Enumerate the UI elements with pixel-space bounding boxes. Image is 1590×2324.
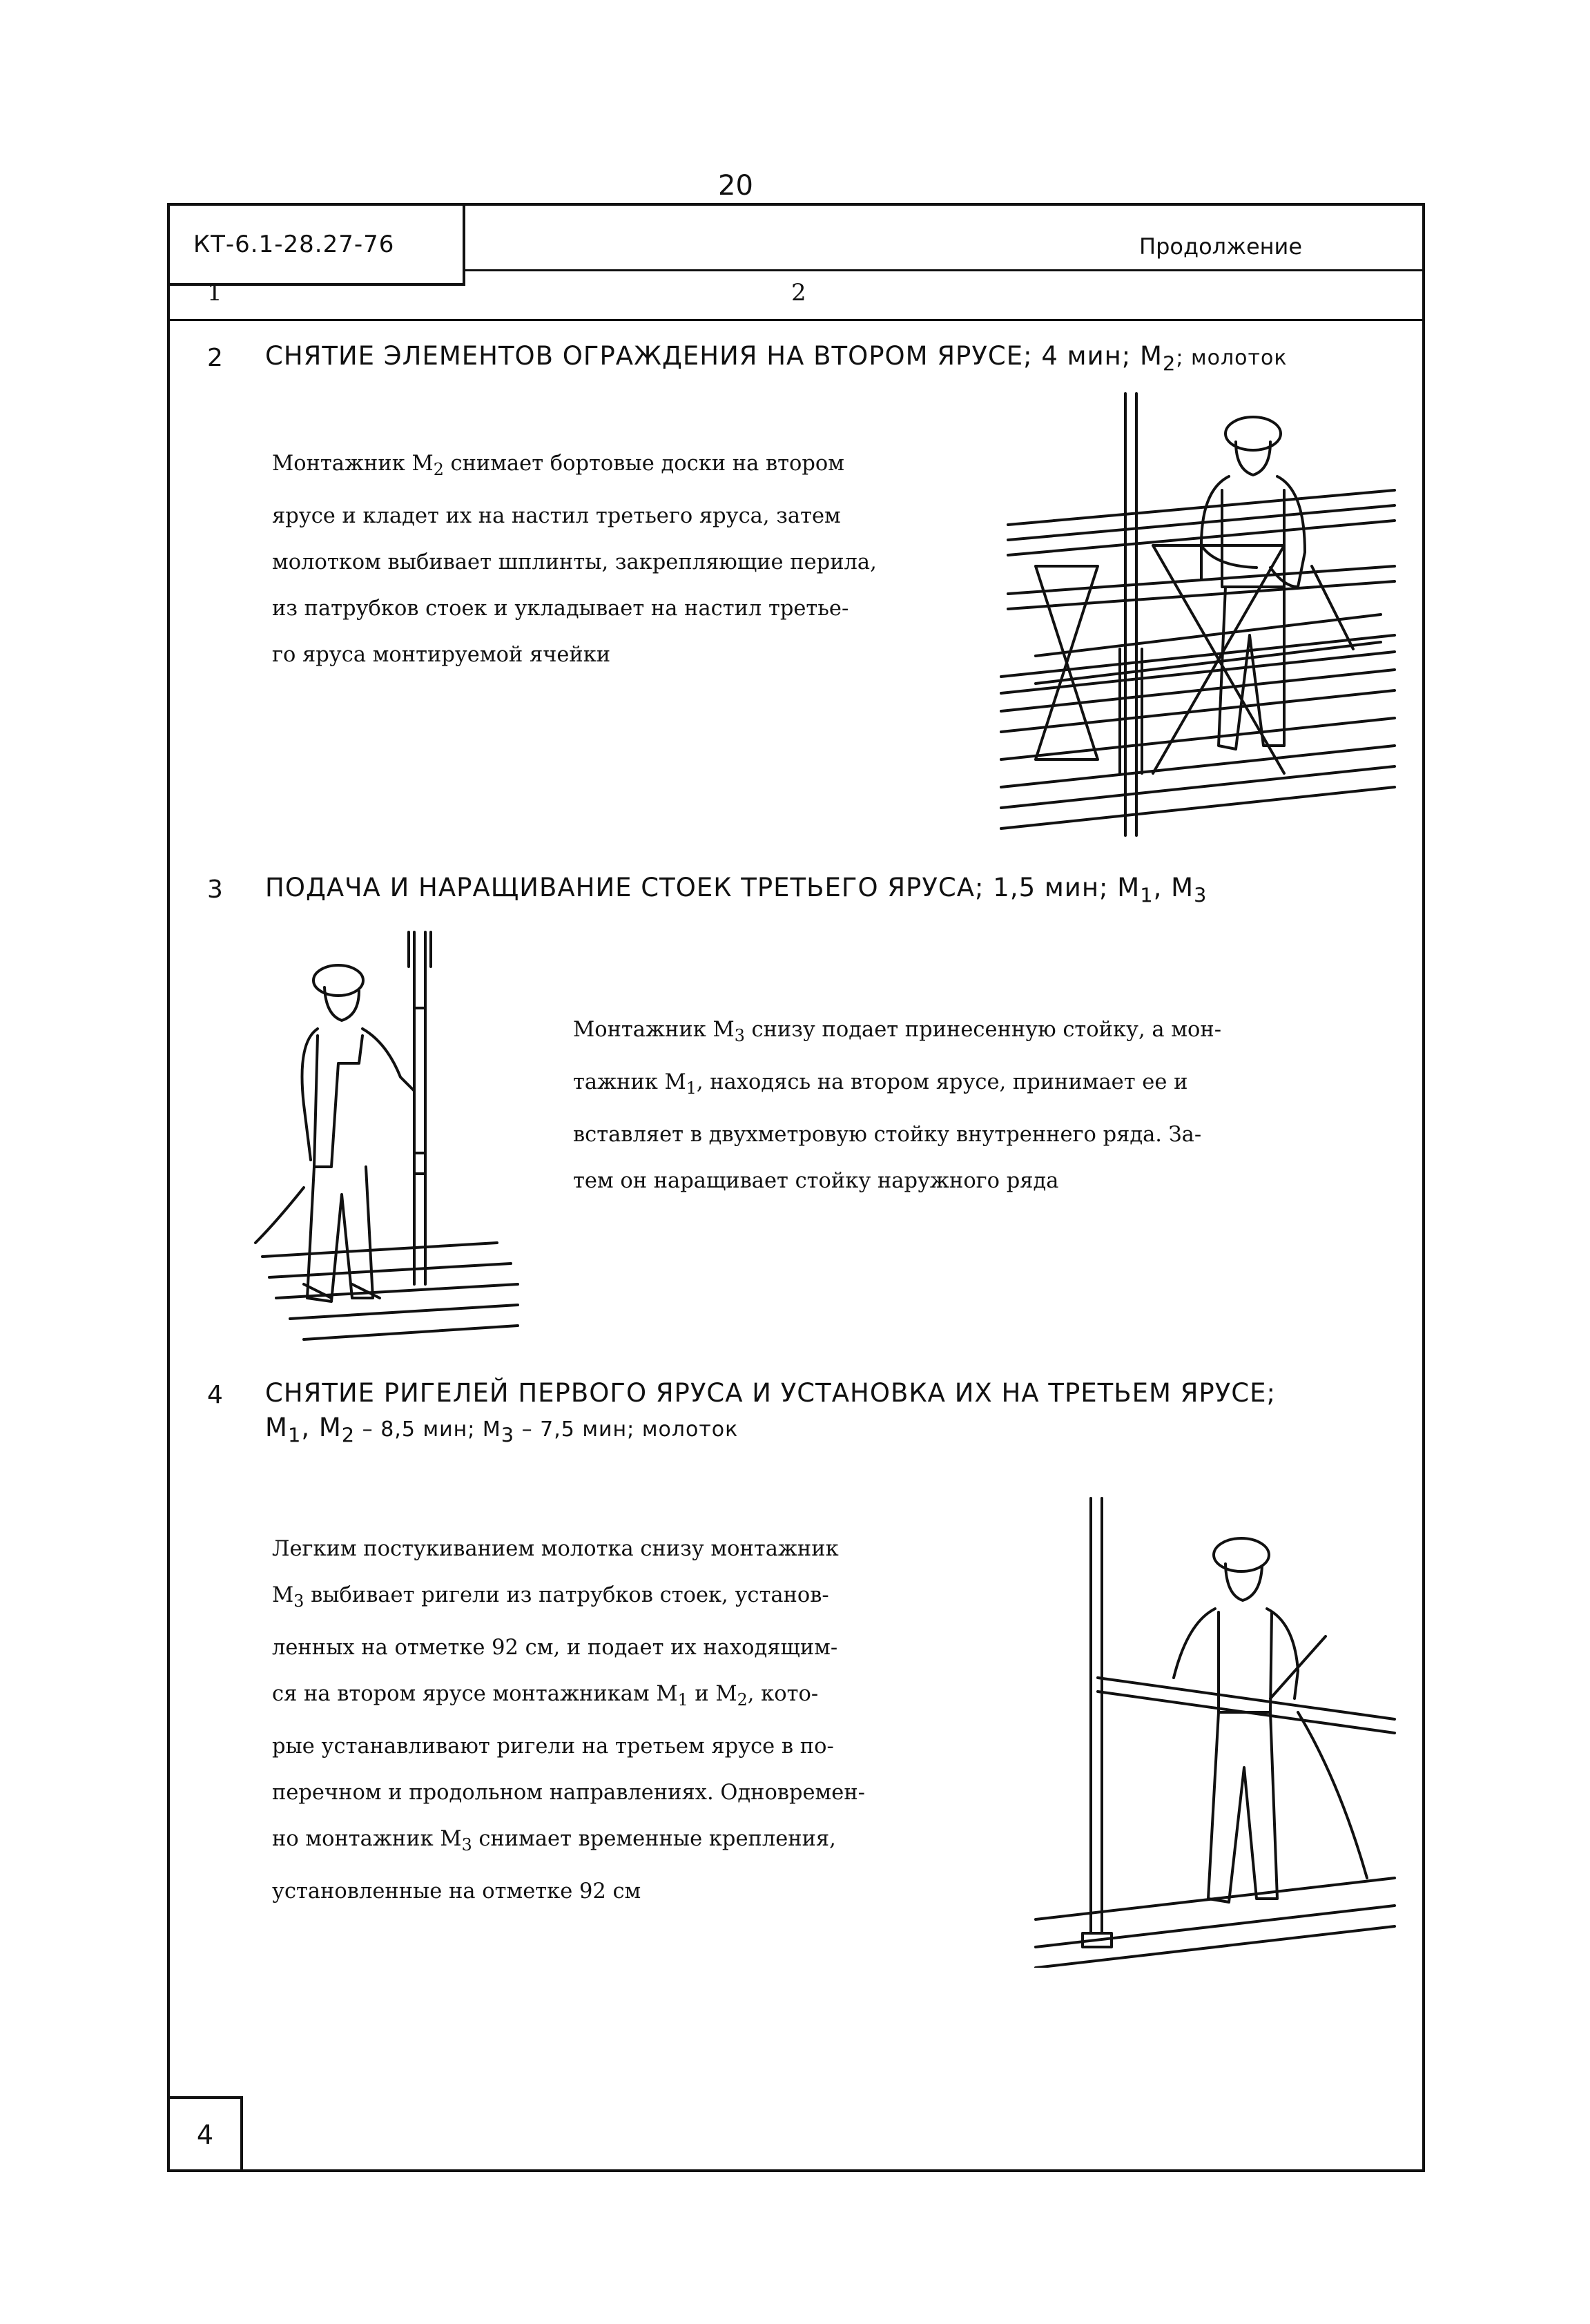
illustration-worker-removing-rail [994,387,1408,842]
sheet-number: 4 [167,2096,243,2172]
text-line: но монтажник $М_3$ снимает временные крепления, [272,1827,836,1855]
section-number: 2 [207,344,223,372]
section-title-tail: ; молоток [1176,346,1288,370]
text-line: рые устанавливают ригели на третьем ярусе в по- [272,1734,834,1759]
section-title [265,1378,1276,1408]
text-line: ленных на отметке 92 см, и подает их находящим- [272,1636,838,1660]
text-line: молотком выбивает шплинты, закрепляющие перила, [272,550,877,575]
section-number: 4 [207,1381,223,1409]
text-line: ся на втором ярусе монтажникам $М_1$ и $М_2$, кото- [272,1682,819,1710]
section-description [272,1526,865,1915]
text-line: перечном и продольном направлениях. Одновремен- [272,1781,865,1805]
illustration-worker-removing-crossbars [1022,1491,1408,1968]
section-description [573,1007,1221,1204]
text-line: $М_3$ выбивает ригели из патрубков стоек, установ- [272,1583,829,1611]
text-line: тажник $М_1$, находясь на втором ярусе, принимает ее и [573,1070,1188,1098]
section-number: 3 [207,875,223,904]
page-number: 20 [718,170,753,202]
title-subscript: 1 [1140,883,1154,907]
illustration-worker-lifting-post [249,925,525,1353]
text-line: Монтажник $М_2$ снимает бортовые доски на втором [272,452,844,480]
section-title-text: СНЯТИЕ ЭЛЕМЕНТОВ ОГРАЖДЕНИЯ НА ВТОРОМ ЯРУСЕ; 4 мин; М [265,341,1163,371]
text-line: тем он наращивает стойку наружного ряда [573,1169,1059,1194]
text-line: из патрубков стоек и укладывает на настил третье- [272,597,849,621]
title-subscript: 3 [1194,883,1208,907]
continuation-label: Продолжение [1139,233,1303,260]
text-line: го яруса монтируемой ячейки [272,643,611,668]
column-header-rule [167,319,1425,321]
section-description [272,440,877,678]
header-rule [465,269,1425,271]
section-title-line-2: $М_1$, $М_2 - 8,5$ мин; $М_3 - 7,5$ мин; молоток [265,1413,739,1447]
column-header-1: 1 [207,279,222,307]
text-line: Легким постукиванием молотка снизу монтажник [272,1537,839,1561]
section-title [265,341,1287,375]
section-title [265,873,1207,907]
document-code: КТ-6.1-28.27-76 [167,203,465,286]
title-subscript: 2 [1162,351,1176,376]
section-title-text: ПОДАЧА И НАРАЩИВАНИЕ СТОЕК ТРЕТЬЕГО ЯРУСА; 1,5 мин; М [265,873,1141,902]
section-title-mid: , М [1153,873,1194,902]
text-line: установленные на отметке 92 см [272,1879,641,1904]
text-line: Монтажник $М_3$ снизу подает принесенную стойку, а мон- [573,1018,1221,1046]
text-line: вставляет в двухметровую стойку внутреннего ряда. За- [573,1123,1202,1148]
text-line: ярусе и кладет их на настил третьего яруса, затем [272,504,841,529]
section-title-text: СНЯТИЕ РИГЕЛЕЙ ПЕРВОГО ЯРУСА И УСТАНОВКА ИХ НА ТРЕТЬЕМ ЯРУСЕ; [265,1378,1276,1408]
column-header-2: 2 [791,279,806,307]
